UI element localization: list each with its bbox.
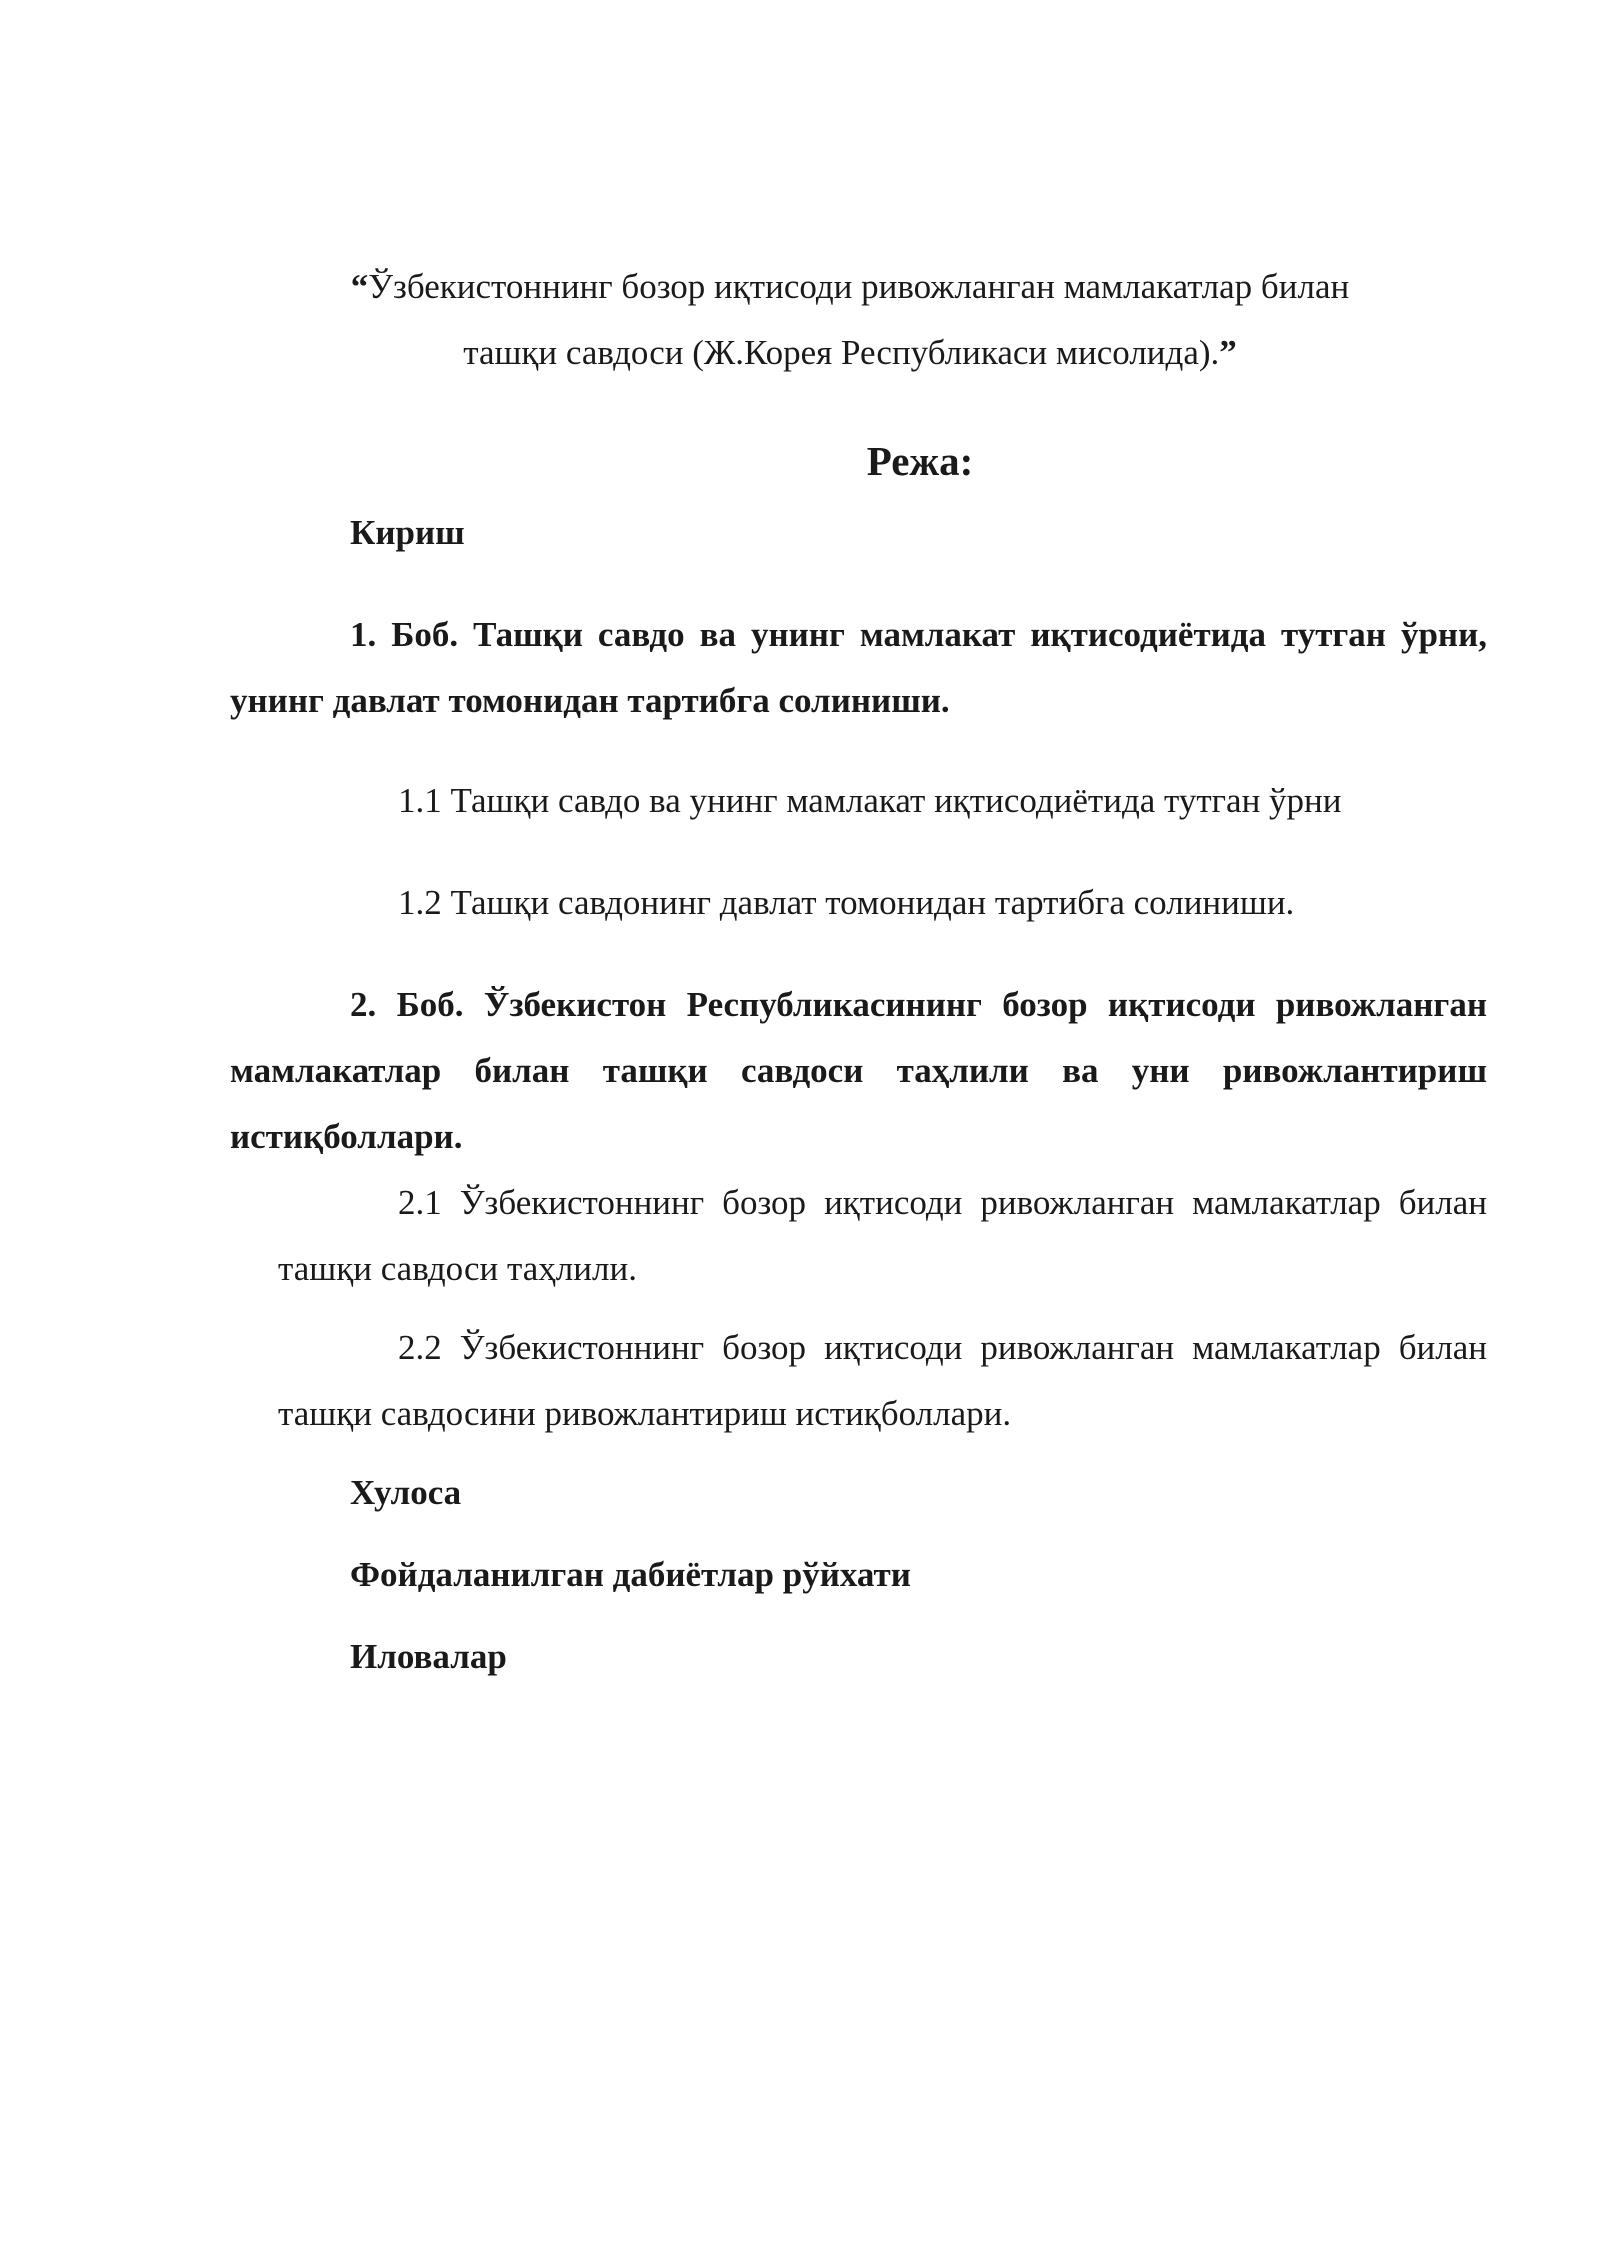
title-close-quote: ”: [1219, 333, 1237, 372]
title-line-1: Ўзбекистоннинг бозор иқтисоди ривожланган мамлакатлар билан: [368, 267, 1350, 306]
toc-section-1-2: 1.2 Ташқи савдонинг давлат томонидан тартибга солиниши.: [398, 883, 1295, 922]
toc-conclusion: Хулоса: [350, 1473, 462, 1512]
toc-chapter-2: 2. Боб. Ўзбекистон Республикасининг бозор иқтисоди ривожланган мамлакатлар билан ташқи савдоси таҳлили ва уни ривожлантириш истиқболлари.: [230, 985, 1487, 1156]
toc-intro: Кириш: [350, 513, 465, 552]
toc-section-1-1: 1.1 Ташқи савдо ва унинг мамлакат иқтисодиётида тутган ўрни: [398, 781, 1342, 820]
toc-section-2-1: 2.1 Ўзбекистоннинг бозор иқтисоди ривожланган мамлакатлар билан ташқи савдоси таҳлили.: [278, 1183, 1487, 1288]
document-title: [230, 254, 1470, 386]
toc-references: Фойдаланилган дабиётлар рўйхати: [350, 1555, 911, 1594]
plan-heading: Режа:: [866, 438, 974, 484]
toc-section-2-2: 2.2 Ўзбекистоннинг бозор иқтисоди ривожланган мамлакатлар билан ташқи савдосини ривожлантириш истиқболлари.: [278, 1328, 1487, 1433]
title-open-quote: “: [350, 267, 369, 306]
title-line-2: ташқи савдоси (Ж.Корея Республикаси мисолида).: [463, 333, 1220, 372]
toc-appendices: Иловалар: [350, 1637, 507, 1676]
toc-chapter-1: 1. Боб. Ташқи савдо ва унинг мамлакат иқтисодиётида тутган ўрни, унинг давлат томонидан тартибга солиниши.: [230, 615, 1487, 720]
